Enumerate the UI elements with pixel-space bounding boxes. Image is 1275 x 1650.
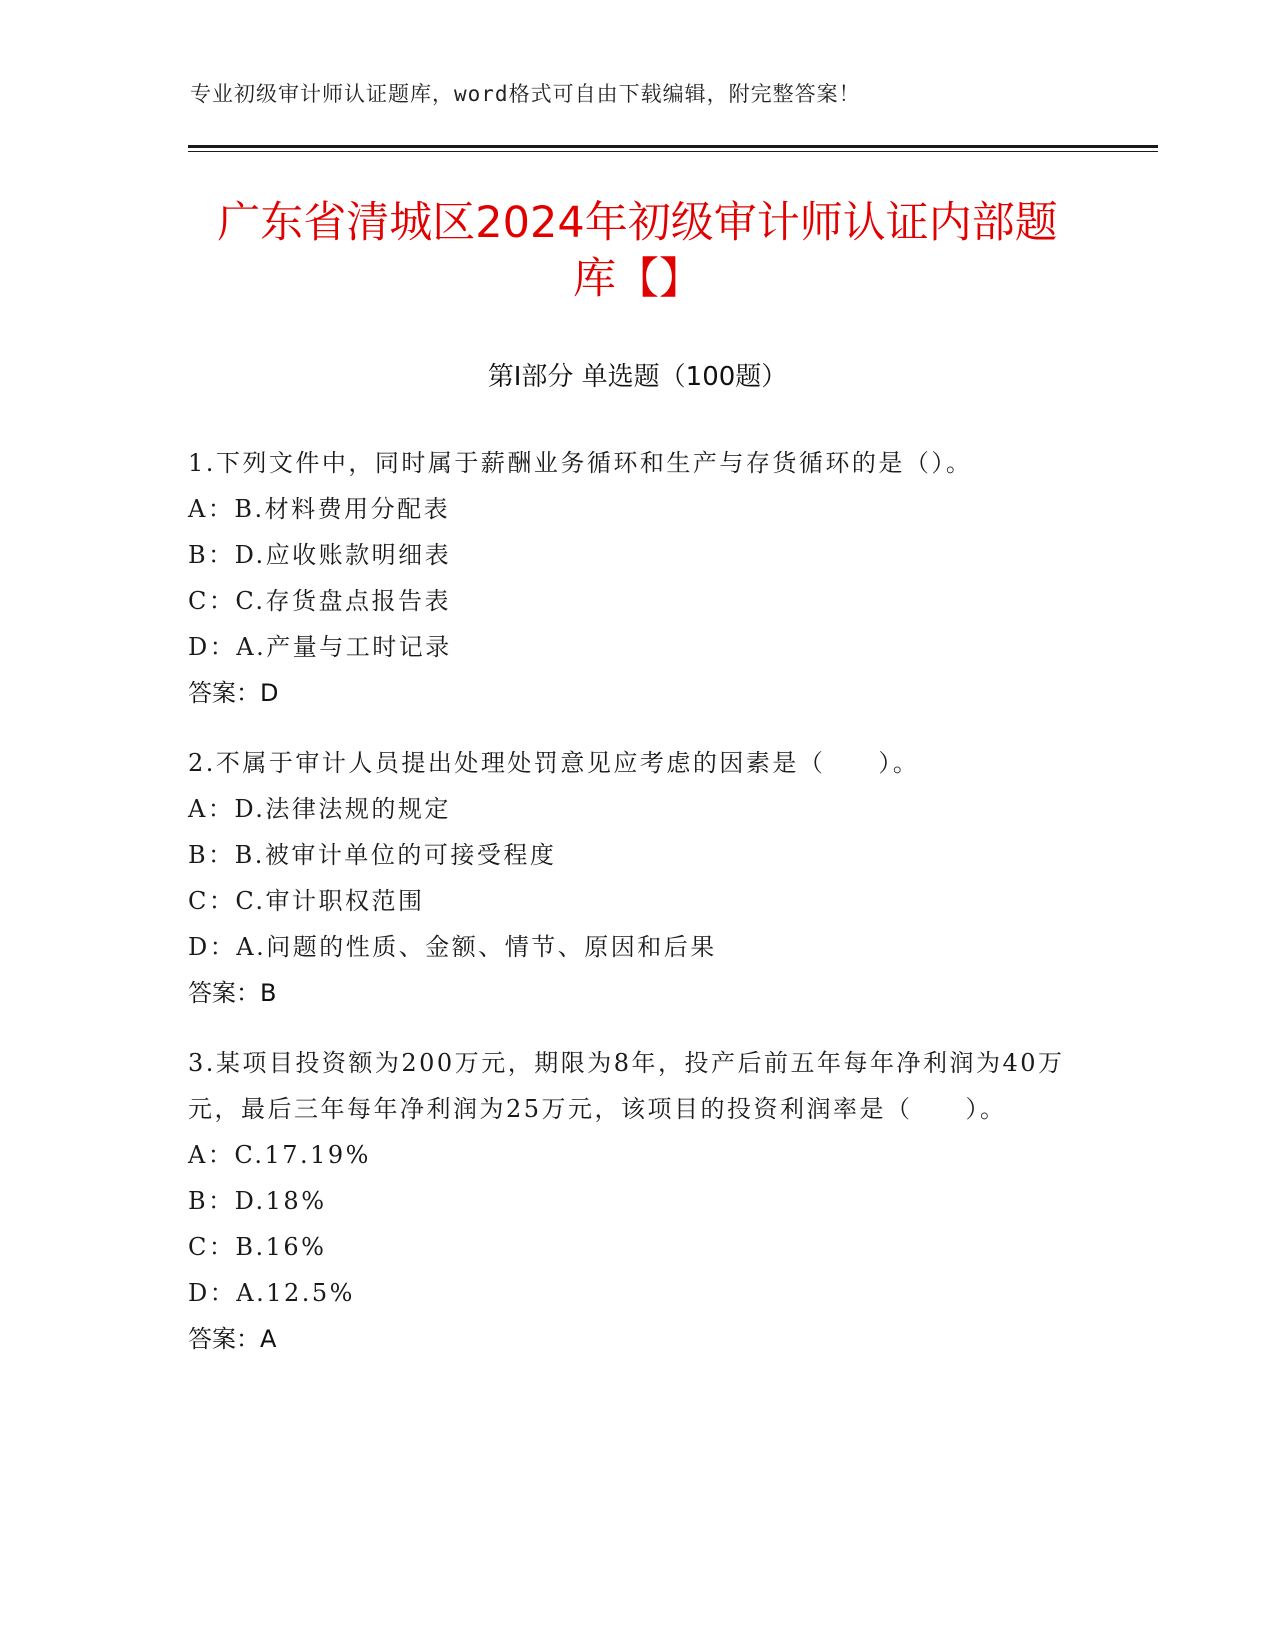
answer-line: 答案：B xyxy=(188,979,277,1007)
question-3 xyxy=(188,1040,1068,1362)
question-stem: 3.某项目投资额为200万元，期限为8年，投产后前五年每年净利润为40万元，最后三年每年净利润为25万元，该项目的投资利润率是（ ）。 xyxy=(188,1049,1065,1123)
section-heading: 第Ⅰ部分 单选题（100题） xyxy=(487,362,788,392)
document-title xyxy=(160,195,1115,307)
option-b: B：D.应收账款明细表 xyxy=(188,541,452,569)
option-b: B：B.被审计单位的可接受程度 xyxy=(188,841,557,869)
option-a: A：B.材料费用分配表 xyxy=(188,495,451,523)
option-d: D：A.产量与工时记录 xyxy=(188,633,452,661)
header-note: 专业初级审计师认证题库，word格式可自由下载编辑，附完整答案！ xyxy=(190,82,861,106)
question-2 xyxy=(188,740,1068,1016)
answer-line: 答案：A xyxy=(188,1325,277,1353)
answer-line: 答案：D xyxy=(188,679,279,707)
option-c: C：C.审计职权范围 xyxy=(188,887,425,915)
header-divider-thick xyxy=(188,145,1158,148)
option-d: D：A.问题的性质、金额、情节、原因和后果 xyxy=(188,933,717,961)
document-title-line1: 广东省清城区2024年初级审计师认证内部题 xyxy=(217,198,1058,248)
option-a: A：C.17.19% xyxy=(188,1141,371,1169)
option-d: D：A.12.5% xyxy=(188,1279,355,1307)
question-stem: 1.下列文件中，同时属于薪酬业务循环和生产与存货循环的是（）。 xyxy=(188,449,973,477)
document-title-line2: 库【】 xyxy=(573,254,702,304)
option-b: B：D.18% xyxy=(188,1187,327,1215)
question-list xyxy=(188,440,1068,1386)
option-c: C：C.存货盘点报告表 xyxy=(188,587,451,615)
option-a: A：D.法律法规的规定 xyxy=(188,795,451,823)
question-1 xyxy=(188,440,1068,716)
question-stem: 2.不属于审计人员提出处理处罚意见应考虑的因素是（ ）。 xyxy=(188,749,920,777)
header-divider-thin xyxy=(188,151,1158,152)
option-c: C：B.16% xyxy=(188,1233,327,1261)
